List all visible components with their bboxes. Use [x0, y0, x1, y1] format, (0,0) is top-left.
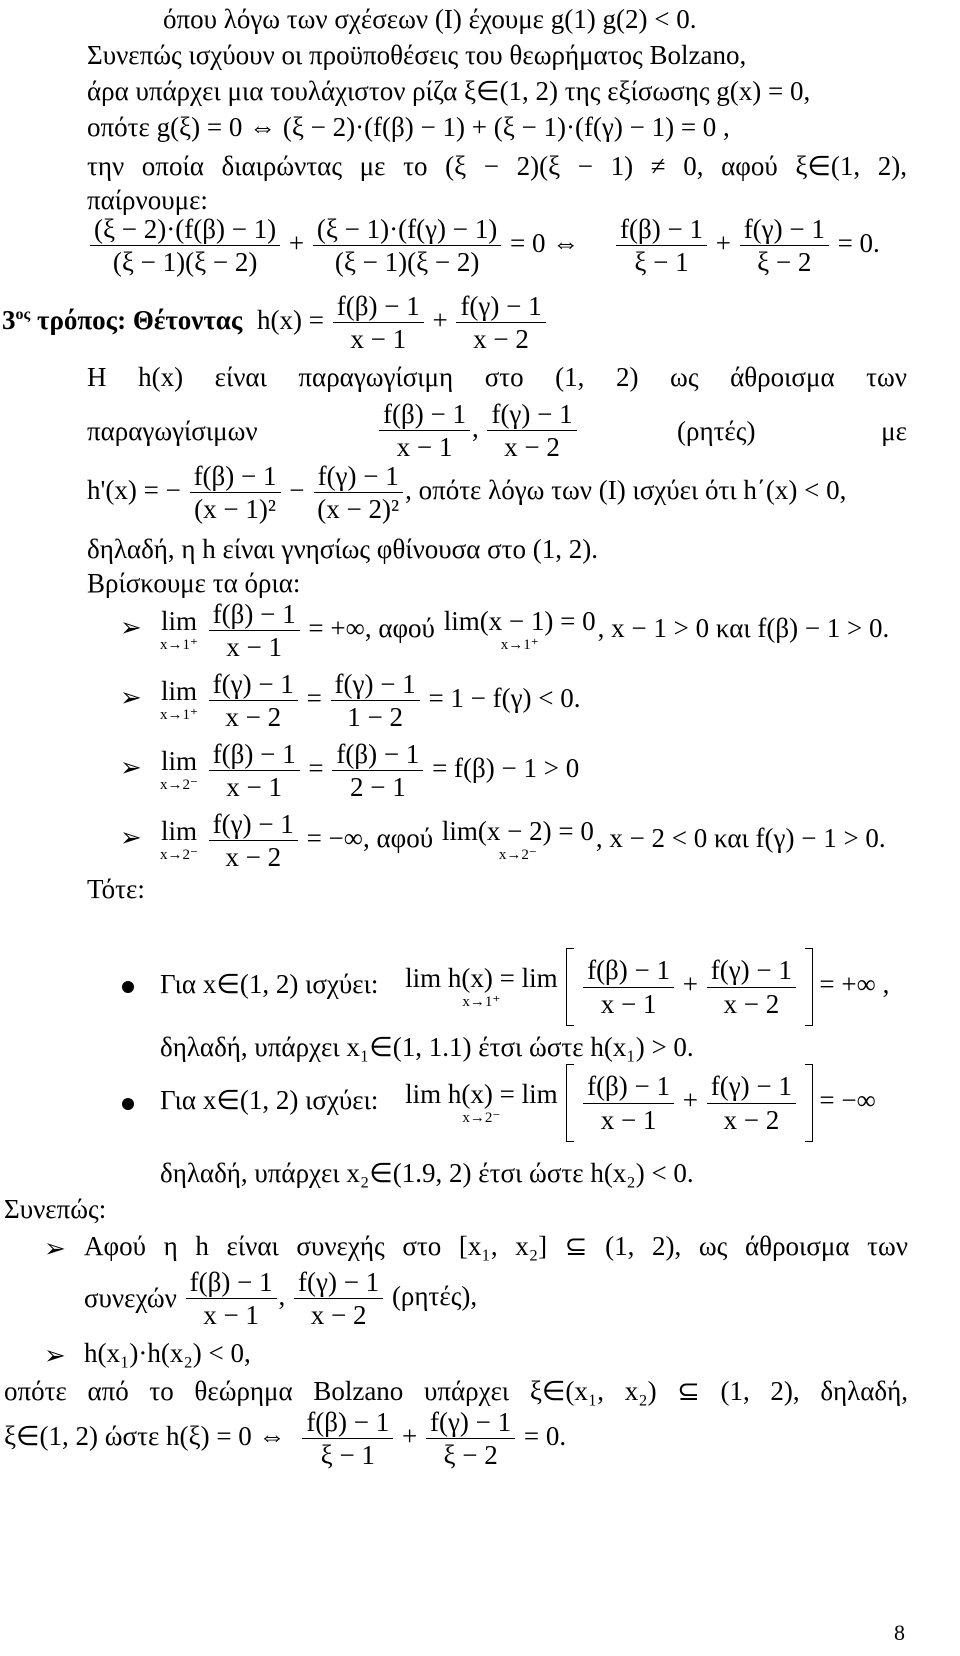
- text-line: δηλαδή, υπάρχει x₁∈(1, 1.1) έτσι ώστε h(x₁) > 0.: [160, 1032, 694, 1062]
- limit-line: lim x→2⁻ $\frac{f(\beta) - 1}{x - 1}$ = $\frac{f(\beta) - 1}{2 - 1}$ = f(β) − 1 > 0: [160, 739, 580, 803]
- page-number: 8: [894, 1620, 905, 1645]
- limit-line: Για x∈(1, 2) ισχύει: lim h(x) = lim x→2⁻ $\frac{f(\beta) - 1}{x - 1}$ + $\frac{f(\gamma) - 1}{x - 2}$ = −∞: [160, 1064, 876, 1142]
- bullet-icon: [122, 1098, 134, 1110]
- arrow-bullet-icon: ➢: [120, 683, 142, 712]
- fraction: $\frac{(\xi - 1)\cdot(f(\gamma) - 1)}{(\xi - 1)(\xi - 2)}$: [313, 215, 501, 277]
- arrow-bullet-icon: ➢: [120, 613, 142, 642]
- limit-line: lim x→1⁺ $\frac{f(\beta) - 1}{x - 1}$ = +∞, αφού lim(x − 1) = 0 x→1⁺ , x − 1 > 0 και f(β) − 1 > 0.: [160, 599, 890, 663]
- bullet-icon: [122, 981, 134, 993]
- equation-display: $\frac{(\xi - 2)\cdot(f(\beta) - 1)}{(\xi - 1)(\xi - 2)}$ + $\frac{(\xi - 1)\cdot(f(\gamma) - 1)}{(\xi - 1)(\xi - 2)}$ = 0 ⇔ $\frac{f(\beta) - 1}{\xi - 1}$ + $\frac{f(\gamma) - 1}{\xi - 2}$ = 0.: [88, 215, 880, 277]
- limit-line: lim x→1⁺ $\frac{f(\gamma) - 1}{x - 2}$ = $\frac{f(\gamma) - 1}{1 - 2}$ = 1 − f(γ) < 0.: [160, 669, 581, 733]
- text-line: παίρνουμε:: [87, 185, 208, 215]
- text-segment: οπότε g(ξ) = 0 ⇔: [87, 112, 283, 142]
- text-line: όπου λόγω των σχέσεων (Ι) έχουμε g(1) g(2) < 0.: [163, 4, 697, 34]
- final-equation: ξ∈(1, 2) ώστε h(ξ) = 0 ⇔ $\frac{f(\beta) - 1}{\xi - 1}$ + $\frac{f(\gamma) - 1}{\xi - 2}$ = 0.: [4, 1407, 567, 1471]
- text-line: συνεχών $\frac{f(\beta) - 1}{x - 1}$ , $\frac{f(\gamma) - 1}{x - 2}$ (ρητές),: [84, 1267, 478, 1331]
- text-line: Η h(x) είναι παραγωγίσιμη στο (1, 2) ως άθροισμα των: [87, 362, 907, 392]
- arrow-bullet-icon: ➢: [44, 1341, 66, 1370]
- section-heading: $3^{o\varsigma}$ τρόπος: Θέτοντας h(x) = $\frac{f(\beta) - 1}{x - 1}$ + $\frac{f(\gamma) - 1}{x - 2}$: [2, 292, 548, 354]
- h-definition: h(x) = $\frac{f(\beta) - 1}{x - 1}$ + $\frac{f(\gamma) - 1}{x - 2}$: [257, 305, 548, 335]
- text-line: [87, 114, 730, 141]
- derivative-line: h'(x) = − $\frac{f(\beta) - 1}{\text{(x − 1)²}}$ − $\frac{f(\gamma) - 1}{\text{(x − 2)²}}$ , οπότε λόγω των (Ι) ισχύει ότι h΄(x) < 0,: [87, 461, 847, 525]
- text-line: Τότε:: [87, 874, 145, 904]
- text-line: την οποία διαιρώντας με το (ξ − 2)(ξ − 1) ≠ 0, αφού ξ∈(1, 2),: [87, 151, 907, 181]
- text-line: άρα υπάρχει μια τουλάχιστον ρίζα ξ∈(1, 2) της εξίσωσης g(x) = 0,: [87, 76, 811, 106]
- limit-line: lim x→2⁻ $\frac{f(\gamma) - 1}{x - 2}$ = −∞, αφού lim(x − 2) = 0 x→2⁻ , x − 2 < 0 και f(γ) − 1 > 0.: [160, 809, 886, 873]
- equation: (ξ − 2)·(f(β) − 1) + (ξ − 1)·(f(γ) − 1) = 0 ,: [282, 112, 730, 142]
- arrow-bullet-icon: ➢: [44, 1234, 66, 1263]
- limit-line: Για x∈(1, 2) ισχύει: lim h(x) = lim x→1⁺ $\frac{f(\beta) - 1}{x - 1}$ + $\frac{f(\gamma) - 1}{x - 2}$ = +∞ ,: [160, 948, 889, 1026]
- text-line: Συνεπώς:: [4, 1194, 107, 1224]
- text-line: Αφού η h είναι συνεχής στο [x₁, x₂] ⊆ (1, 2), ως άθροισμα των: [84, 1231, 908, 1261]
- arrow-bullet-icon: ➢: [120, 753, 142, 782]
- equals-equivalence: = 0 ⇔: [510, 228, 580, 259]
- fraction: $\frac{f(\beta) - 1}{\xi - 1}$: [616, 215, 707, 277]
- text-line: δηλαδή, υπάρχει x₂∈(1.9, 2) έτσι ώστε h(x₂) < 0.: [160, 1158, 694, 1188]
- fraction: $\frac{f(\gamma) - 1}{\xi - 2}$: [740, 215, 829, 277]
- arrow-bullet-icon: ➢: [120, 823, 142, 852]
- text-line: Συνεπώς ισχύουν οι προϋποθέσεις του θεωρήματος Bolzano,: [87, 40, 747, 70]
- text-line: οπότε από το θεώρημα Bolzano υπάρχει ξ∈(x₁, x₂) ⊆ (1, 2), δηλαδή,: [4, 1376, 908, 1406]
- fraction: $\frac{(\xi - 2)\cdot(f(\beta) - 1)}{(\xi - 1)(\xi - 2)}$: [90, 215, 280, 277]
- text-line: h(x₁)·h(x₂) < 0,: [84, 1338, 251, 1368]
- text-line: Βρίσκουμε τα όρια:: [87, 568, 301, 598]
- text-line: δηλαδή, η h είναι γνησίως φθίνουσα στο (1, 2).: [87, 534, 598, 564]
